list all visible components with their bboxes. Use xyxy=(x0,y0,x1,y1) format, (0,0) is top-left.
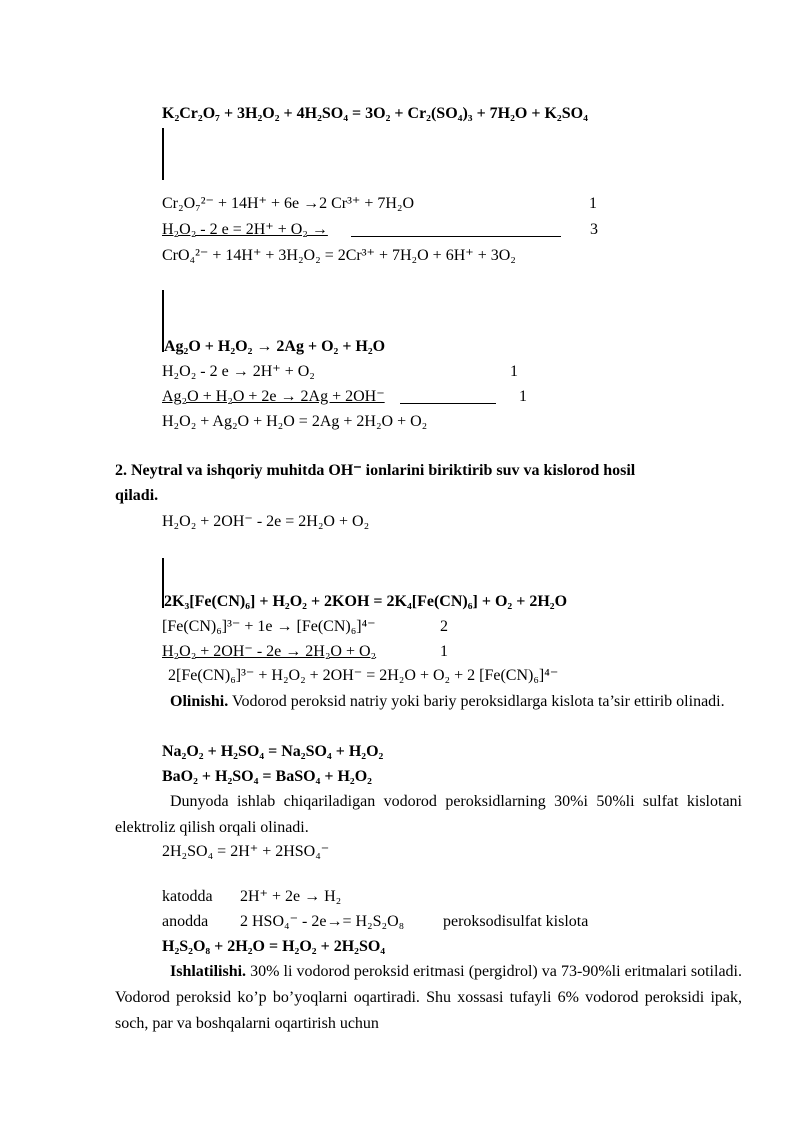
half-reaction-ferricyanide: [Fe(CN)₆]³⁻ + 1e → [Fe(CN)₆]⁴⁻ xyxy=(162,618,376,635)
summary-equation-chromate: CrO₄²⁻ + 14H⁺ + 3H₂O₂ = 2Cr³⁺ + 7H₂O + 6H⁺ + 3O₂ xyxy=(162,247,516,264)
equation-cathode: 2H⁺ + 2e → H₂ xyxy=(240,888,342,905)
underline-rule xyxy=(351,236,561,237)
paragraph-ishlatilishi xyxy=(115,959,742,1037)
note-anode-product: peroksodisulfat kislota xyxy=(443,913,589,930)
paragraph-olinishi xyxy=(115,689,742,715)
label-anode: anodda xyxy=(162,913,209,930)
section-heading-cont: qiladi. xyxy=(115,487,159,504)
coefficient: 1 xyxy=(440,643,448,660)
equation-ferricyanide: 2K₃[Fe(CN)₆] + H₂O₂ + 2KOH = 2K₄[Fe(CN)₆] + O₂ + 2H₂O xyxy=(164,593,568,610)
paragraph-production xyxy=(115,789,742,841)
summary-equation-ferricyanide: 2[Fe(CN)₆]³⁻ + H₂O₂ + 2OH⁻ = 2H₂O + O₂ + 2 [Fe(CN)₆]⁴⁻ xyxy=(168,667,559,684)
equation-barium-peroxide: BaO₂ + H₂SO₄ = BaSO₄ + H₂O₂ xyxy=(162,768,372,785)
paragraph-title: Ishlatilishi. xyxy=(170,963,247,980)
equation-dichromate: K₂Cr₂O₇ + 3H₂O₂ + 4H₂SO₄ = 3O₂ + Cr₂(SO₄)₃ + 7H₂O + K₂SO₄ xyxy=(162,105,588,122)
half-reaction-peroxide: H₂O₂ - 2 e = 2H⁺ + O₂ → xyxy=(162,221,328,238)
section-heading: 2. Neytral va ishqoriy muhitda OH⁻ ionlarini biriktirib suv va kislorod hosil xyxy=(115,462,636,479)
underline-rule xyxy=(400,403,496,404)
paragraph-text: 30% li vodorod peroksid eritmasi (pergidrol) va 73-90%li eritmalari sotiladi. Vodorod peroksid ko’p bo’yoqlarni oqartiradi. Shu xossasi tufayli 6% vodorod peroksidi ipak, soch, par va boshqalarni oqartirish uchun xyxy=(115,963,742,1032)
coefficient: 3 xyxy=(590,221,598,238)
coefficient: 1 xyxy=(519,388,527,405)
equation-anode: 2 HSO₄⁻ - 2e→= H₂S₂O₈ xyxy=(240,913,405,930)
half-reaction-peroxide-basic: H₂O₂ + 2OH⁻ - 2e → 2H₂O + O₂ xyxy=(162,643,377,660)
equation-sulfuric-dissociation: 2H₂SO₄ = 2H⁺ + 2HSO₄⁻ xyxy=(162,843,330,860)
summary-equation-silver: H₂O₂ + Ag₂O + H₂O = 2Ag + 2H₂O + O₂ xyxy=(162,413,428,430)
half-reaction-peroxide: H₂O₂ - 2 e → 2H⁺ + O₂ xyxy=(162,363,315,380)
half-reaction-silver: Ag₂O + H₂O + 2e → 2Ag + 2OH⁻ xyxy=(162,388,385,405)
equation-silver-oxide: Ag₂O + H₂O₂ → 2Ag + O₂ + H₂O xyxy=(164,338,386,355)
equation-basic-medium: H₂O₂ + 2OH⁻ - 2e = 2H₂O + O₂ xyxy=(162,513,370,530)
half-reaction-dichromate: Cr₂O₇²⁻ + 14H⁺ + 6e →2 Cr³⁺ + 7H₂O xyxy=(162,195,415,212)
equation-sodium-peroxide: Na₂O₂ + H₂SO₄ = Na₂SO₄ + H₂O₂ xyxy=(162,743,384,760)
coefficient: 1 xyxy=(510,363,518,380)
coefficient: 2 xyxy=(440,618,448,635)
paragraph-text: Dunyoda ishlab chiqariladigan vodorod peroksidlarning 30%i 50%li sulfat kislotani elektroliz qilish orqali olinadi. xyxy=(115,793,742,836)
coefficient: 1 xyxy=(589,195,597,212)
paragraph-title: Olinishi. xyxy=(170,693,229,710)
bracket-line xyxy=(162,128,164,180)
equation-peroxodisulfuric-hydrolysis: H₂S₂O₈ + 2H₂O = H₂O₂ + 2H₂SO₄ xyxy=(162,938,386,955)
label-cathode: katodda xyxy=(162,888,213,905)
paragraph-text: Vodorod peroksid natriy yoki bariy peroksidlarga kislota ta’sir ettirib olinadi. xyxy=(228,693,725,710)
